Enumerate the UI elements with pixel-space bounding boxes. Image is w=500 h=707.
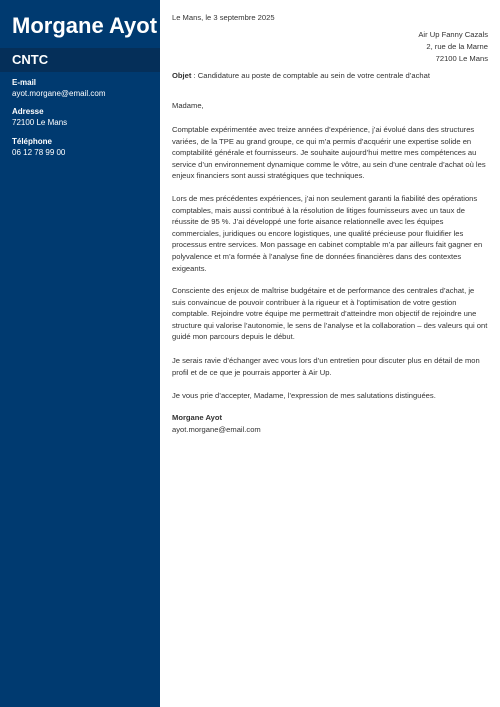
address-value: 72100 Le Mans — [12, 118, 68, 127]
paragraph-4: Je serais ravie d’échanger avec vous lors d’un entretien pour discuter plus en détail de mon profil et de ce que je pourrais apporter à Air Up. — [172, 356, 480, 377]
recipient-name: Air Up Fanny Cazals — [418, 30, 488, 39]
email-value[interactable]: ayot.morgane@email.com — [12, 89, 106, 98]
letter-subject — [172, 71, 488, 80]
subject-text: Candidature au poste de comptable au sein de votre centrale d’achat — [197, 71, 430, 80]
band-title: CNTC — [12, 52, 49, 67]
paragraph-1: Comptable expérimentée avec treize années d’expérience, j’ai évolué dans des structures variées, de la TPE au grand groupe, ce qui m’a permis d’acquérir une expertise solide en comptabilité générale et fournisseurs. Je souhaite aujourd’hui mettre mes compétences au service d’un environnement dynamique comme le vôtre, au sein d’une centrale d’achat où les enjeux financiers sont aussi stratégiques que techniques. — [172, 125, 486, 181]
address-label: Adresse — [12, 107, 44, 116]
phone-label: Téléphone — [12, 137, 53, 146]
email-label: E-mail — [12, 78, 37, 87]
sidebar — [0, 0, 160, 707]
recipient-street: 2, rue de la Marne — [426, 42, 488, 51]
paragraph-3: Consciente des enjeux de maîtrise budgétaire et de performance des centrales d’achat, je suis convaincue de pouvoir contribuer à la rigueur et à l’optimisation de votre gestion comptable. Rejoindre votre équipe me permettrait d’atteindre mon objectif de rejoindre une structure qui valorise l’autonomie, le sens de l’analyse et la collaboration – des valeurs qui ont guidé mon parcours depuis le début. — [172, 286, 488, 342]
phone-value[interactable]: 06 12 78 99 00 — [12, 148, 66, 157]
closing-formula: Je vous prie d’accepter, Madame, l’expression de mes salutations distinguées. — [172, 391, 436, 400]
paragraph-2: Lors de mes précédentes expériences, j’ai non seulement garanti la fiabilité des opérations comptables, mais aussi contribué à la résolution de litiges fournisseurs avec un taux de réussite de 95 %. J’ai développé une forte aisance relationnelle avec les équipes commerciales, juridiques ou encore logistiques, une qualité précieuse pour fluidifier les processus entre services. Mon passage en cabinet comptable m’a par ailleurs fait gagner en polyvalence et m’a formée à l’analyse fine de données financières dans des contextes exigeants. — [172, 194, 483, 273]
letter-date: Le Mans, le 3 septembre 2025 — [172, 13, 275, 22]
candidate-name: Morgane Ayot — [12, 13, 158, 38]
section-band — [0, 48, 160, 72]
subject-label: Objet — [172, 71, 192, 80]
recipient-city: 72100 Le Mans — [435, 54, 488, 63]
signature-name: Morgane Ayot — [172, 413, 223, 422]
signature-email[interactable]: ayot.morgane@email.com — [172, 425, 261, 434]
salutation: Madame, — [172, 101, 204, 110]
subject-separator: : — [191, 71, 198, 80]
